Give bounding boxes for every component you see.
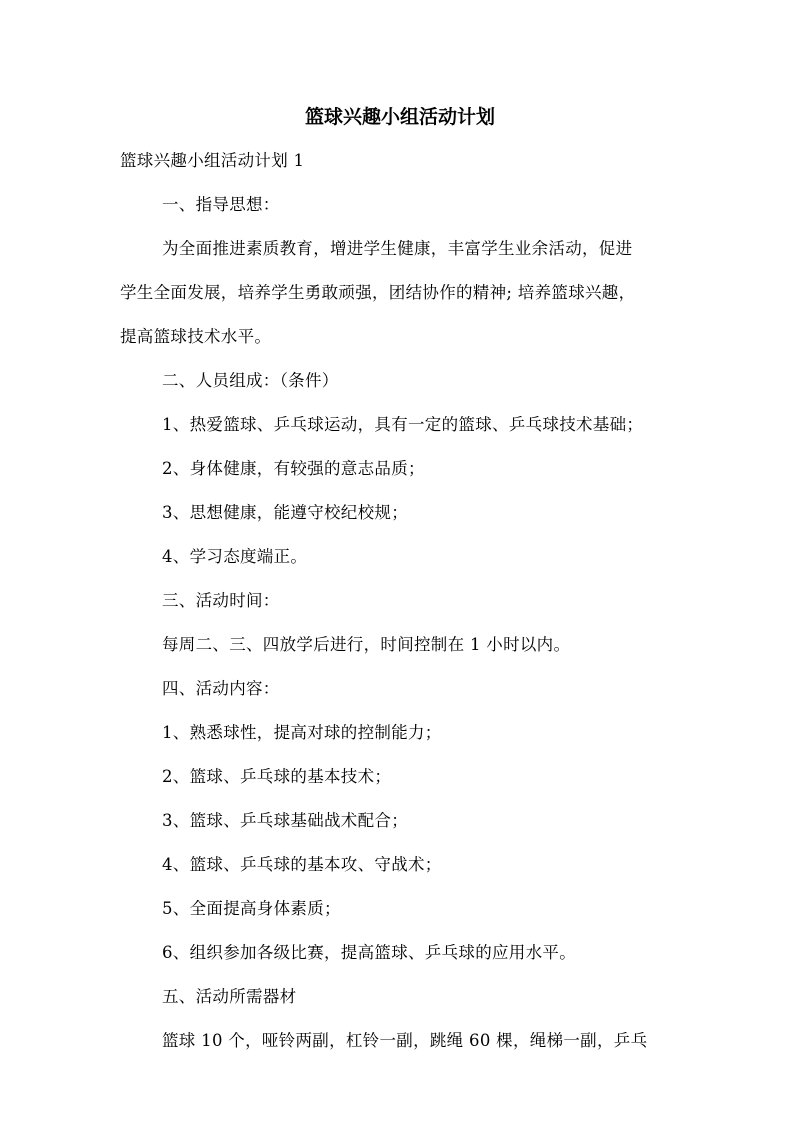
section-heading-activity-time: 三、活动时间： (162, 591, 280, 610)
list-item: 1、热爱篮球、乒乓球运动，具有一定的篮球、乒乓球技术基础； (162, 415, 644, 434)
document-title: 篮球兴趣小组活动计划 (304, 106, 495, 128)
section-subtitle: 篮球兴趣小组活动计划 1 (120, 151, 305, 170)
list-item: 5、全面提高身体素质； (162, 899, 341, 918)
list-item: 1、熟悉球性，提高对球的控制能力； (162, 723, 442, 742)
list-item: 4、学习态度端正。 (162, 547, 308, 566)
paragraph-line: 学生全面发展，培养学生勇敢顽强，团结协作的精神; 培养篮球兴趣， (120, 283, 636, 302)
list-item: 6、组织参加各级比赛，提高篮球、乒乓球的应用水平。 (162, 943, 576, 962)
paragraph-line: 每周二、三、四放学后进行，时间控制在 1 小时以内。 (162, 635, 571, 654)
section-heading-guiding-thought: 一、指导思想： (162, 195, 280, 214)
section-heading-equipment: 五、活动所需器材 (162, 987, 297, 1006)
list-item: 3、篮球、乒乓球基础战术配合； (162, 811, 408, 830)
paragraph-line: 为全面推进素质教育，增进学生健康，丰富学生业余活动，促进 (162, 239, 633, 258)
list-item: 2、篮球、乒乓球的基本技术； (162, 767, 392, 786)
paragraph-line: 提高篮球技术水平。 (120, 327, 272, 346)
list-item: 4、篮球、乒乓球的基本攻、守战术； (162, 855, 442, 874)
section-heading-activity-content: 四、活动内容： (162, 679, 280, 698)
list-item: 3、思想健康，能遵守校纪校规； (162, 503, 408, 522)
list-item: 2、身体健康，有较强的意志品质； (162, 459, 425, 478)
section-heading-members: 二、人员组成：（条件） (162, 371, 339, 390)
paragraph-line: 篮球 10 个，哑铃两副，杠铃一副，跳绳 60 棵，绳梯一副，乒乓 (162, 1031, 648, 1050)
